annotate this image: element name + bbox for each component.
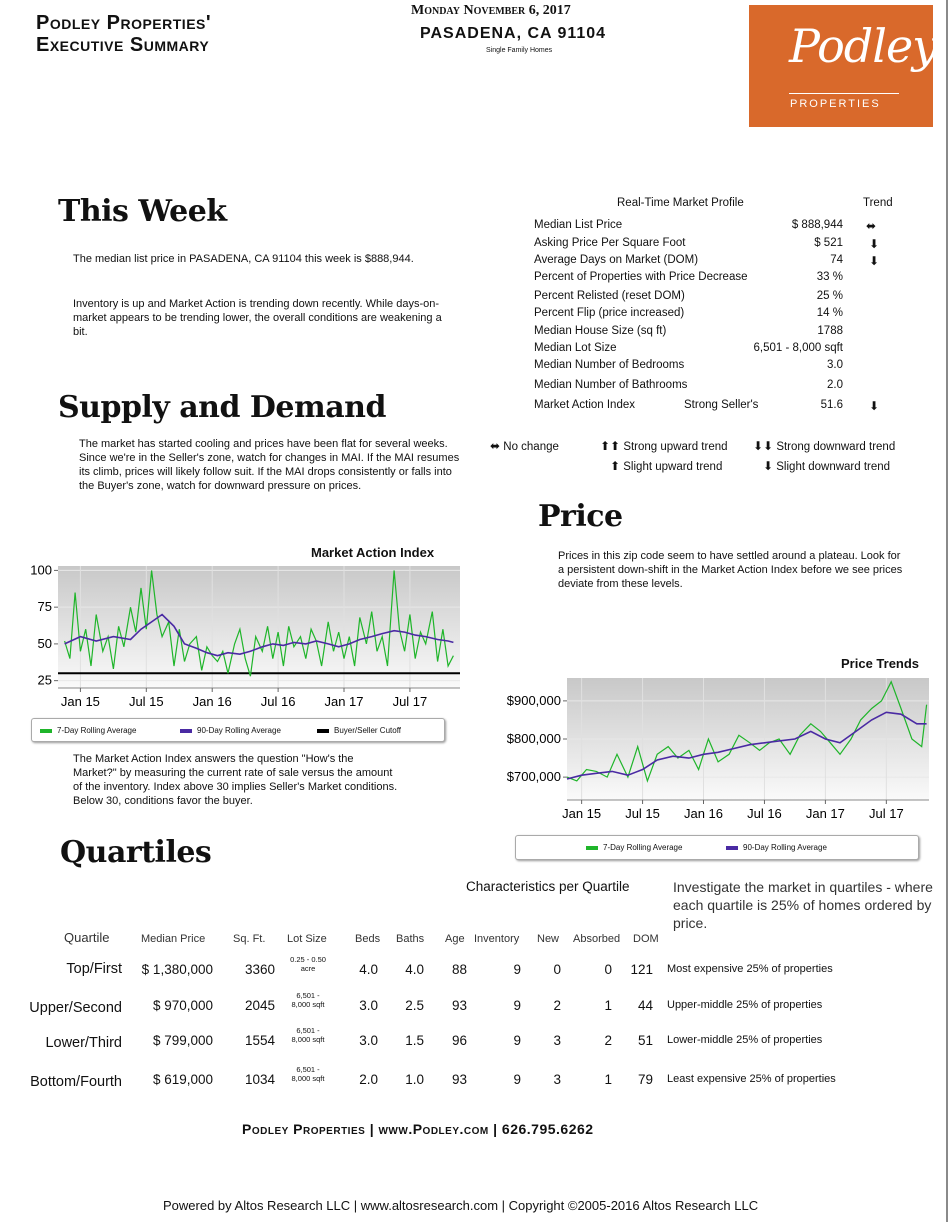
- legend-slight-down: [763, 459, 890, 473]
- trend-arrow-icon: ⬇: [869, 399, 880, 413]
- quartile-description: Lower-middle 25% of properties: [667, 1034, 823, 1046]
- beds-value: 4.0: [359, 962, 378, 977]
- profile-row-value: 6,501 - 8,000 sqft: [753, 342, 843, 354]
- price-heading: Price: [538, 499, 623, 534]
- profile-row-label: Median Lot Size: [534, 342, 617, 354]
- profile-row-value: 74: [830, 254, 843, 266]
- mai-legend: [31, 718, 445, 742]
- x-tick-label: Jul 17: [392, 694, 428, 709]
- median-price: $ 1,380,000: [141, 962, 213, 977]
- profile-row-label: Median Number of Bedrooms: [534, 359, 685, 371]
- slight-up-icon: ⬆: [610, 459, 621, 473]
- price-legend-90day-label: 90-Day Rolling Average: [743, 843, 827, 852]
- this-week-para-1: The median list price in PASADENA, CA 91104 this week is $888,944.: [73, 253, 414, 265]
- quartile-name: Bottom/Fourth: [30, 1074, 122, 1090]
- characteristics-label: Characteristics per Quartile: [466, 879, 630, 894]
- absorbed-value: 1: [604, 998, 612, 1013]
- investigate-text: Investigate the market in quartiles - where each quartile is 25% of homes ordered by price.: [673, 879, 933, 931]
- quartile-column-header: Absorbed: [573, 933, 621, 945]
- title-line-1: Podley Properties': [36, 12, 212, 34]
- legend-no-change: [490, 439, 559, 453]
- x-tick-label: Jan 17: [324, 694, 364, 709]
- y-tick-label: 75: [37, 599, 52, 615]
- profile-row-extra: Strong Seller's: [684, 399, 759, 411]
- mai-chart: [20, 560, 470, 709]
- powered-by-footer: Powered by Altos Research LLC | www.altosresearch.com | Copyright ©2005-2016 Altos Research LLC: [163, 1198, 759, 1213]
- age-value: 88: [451, 962, 467, 977]
- profile-row-label: Median Number of Bathrooms: [534, 379, 688, 391]
- x-tick-label: Jan 16: [192, 694, 232, 709]
- baths-value: 4.0: [405, 962, 424, 977]
- profile-row-label: Average Days on Market (DOM): [534, 254, 699, 266]
- square-feet: 1034: [244, 1072, 275, 1087]
- y-tick-label: 100: [30, 562, 52, 578]
- age-value: 93: [451, 1072, 467, 1087]
- beds-value: 3.0: [359, 1033, 378, 1048]
- lot-size-range: 6,501 -: [296, 991, 320, 1000]
- profile-row-label: Asking Price Per Square Foot: [534, 237, 686, 249]
- x-tick-label: Jul 16: [260, 694, 296, 709]
- profile-row-label: Market Action Index: [534, 399, 635, 411]
- quartile-column-header: New: [537, 933, 560, 945]
- profile-row-label: Percent of Properties with Price Decrease: [534, 271, 748, 283]
- x-tick-label: Jan 16: [683, 806, 724, 821]
- square-feet: 3360: [244, 962, 275, 977]
- legend-strong-down-label: Strong downward trend: [776, 441, 896, 453]
- this-week-heading: This Week: [58, 194, 227, 229]
- new-value: 3: [553, 1033, 561, 1048]
- absorbed-value: 2: [604, 1033, 612, 1048]
- x-tick-label: Jan 17: [805, 806, 845, 821]
- price-legend-7day-label: 7-Day Rolling Average: [603, 843, 683, 852]
- trend-arrow-icon: ⬌: [866, 219, 877, 233]
- dom-value: 51: [637, 1033, 653, 1048]
- square-feet: 1554: [244, 1033, 275, 1048]
- lot-size-unit: 8,000 sqft: [291, 1000, 325, 1009]
- price-legend-90day: [726, 843, 827, 852]
- profile-row-label: Median List Price: [534, 219, 623, 231]
- age-value: 96: [451, 1033, 467, 1048]
- quartile-name: Top/First: [66, 961, 122, 977]
- profile-row-value: 2.0: [827, 379, 843, 391]
- y-tick-label: $800,000: [506, 731, 561, 746]
- green-swatch: [586, 846, 598, 850]
- x-tick-label: Jan 15: [60, 694, 100, 709]
- y-tick-label: 50: [37, 635, 52, 651]
- profile-row-value: 33 %: [816, 271, 843, 283]
- legend-strong-up: [600, 439, 728, 453]
- no-change-icon: ⬌: [490, 439, 501, 453]
- title-line-2: Executive Summary: [36, 34, 210, 56]
- price-para: Prices in this zip code seem to have settled around a plateau. Look for a persistent down-shift in the Market Action Index before we see prices deviate from these levels.: [558, 550, 903, 590]
- x-tick-label: Jul 15: [625, 806, 660, 821]
- logo-rule: [789, 93, 899, 94]
- profile-row-value: 25 %: [816, 290, 843, 302]
- inventory-value: 9: [513, 1072, 521, 1087]
- inventory-value: 9: [513, 1033, 521, 1048]
- beds-value: 3.0: [359, 998, 378, 1013]
- quartiles-heading: Quartiles: [60, 835, 212, 870]
- mai-legend-cutoff-label: Buyer/Seller Cutoff: [334, 726, 401, 735]
- black-swatch: [317, 729, 329, 733]
- strong-down-icon: ⬇⬇: [753, 439, 774, 453]
- dom-value: 121: [630, 962, 653, 977]
- inventory-value: 9: [513, 962, 521, 977]
- beds-value: 2.0: [359, 1072, 378, 1087]
- mai-legend-90day-label: 90-Day Rolling Average: [197, 726, 281, 735]
- median-price: $ 619,000: [152, 1072, 213, 1087]
- lot-size-unit: acre: [300, 964, 316, 973]
- new-value: 3: [553, 1072, 561, 1087]
- profile-row-value: $ 521: [814, 237, 843, 249]
- contact-footer: Podley Properties | www.Podley.com | 626.795.6262: [242, 1121, 594, 1137]
- inventory-value: 9: [513, 998, 521, 1013]
- purple-swatch: [180, 729, 192, 733]
- x-tick-label: Jul 17: [868, 806, 904, 821]
- x-tick-label: Jul 15: [128, 694, 164, 709]
- legend-slight-up: [610, 459, 722, 473]
- quartile-description: Most expensive 25% of properties: [667, 963, 833, 975]
- green-swatch: [40, 729, 52, 733]
- quartile-description: Least expensive 25% of properties: [667, 1073, 836, 1085]
- quartile-column-header: Median Price: [141, 933, 206, 945]
- legend-strong-down: [753, 439, 895, 453]
- lot-size-range: 0.25 - 0.50: [290, 955, 326, 964]
- median-price: $ 799,000: [152, 1033, 213, 1048]
- trend-arrow-icon: ⬇: [869, 254, 880, 268]
- mai-chart-title: Market Action Index: [311, 545, 435, 560]
- quartile-column-header: DOM: [633, 933, 659, 945]
- purple-swatch: [726, 846, 738, 850]
- lot-size-range: 6,501 -: [296, 1065, 320, 1074]
- price-chart: [495, 672, 935, 822]
- x-tick-label: Jul 16: [747, 806, 782, 821]
- profile-row-label: Median House Size (sq ft): [534, 325, 667, 337]
- supply-demand-heading: Supply and Demand: [58, 390, 386, 425]
- legend-slight-up-label: Slight upward trend: [623, 461, 723, 473]
- price-chart-title: Price Trends: [841, 656, 920, 671]
- profile-trend-label: Trend: [863, 197, 893, 209]
- dom-value: 79: [637, 1072, 653, 1087]
- age-value: 93: [451, 998, 467, 1013]
- logo-text: Podley: [789, 19, 938, 73]
- quartile-column-header: Age: [445, 933, 465, 945]
- y-tick-label: $700,000: [506, 769, 561, 785]
- profile-row-value: 1788: [817, 325, 843, 337]
- report-location: PASADENA, CA 91104: [420, 25, 607, 42]
- y-tick-label: 25: [37, 672, 52, 688]
- quartile-column-header: Sq. Ft.: [233, 933, 266, 945]
- price-legend-7day: [586, 843, 682, 852]
- property-type: Single Family Homes: [486, 47, 553, 54]
- median-price: $ 970,000: [152, 998, 213, 1013]
- this-week-para-2: Inventory is up and Market Action is trending down recently. While days-on-market appears to be trending lower, the overall conditions are weakening a bit.: [73, 298, 442, 338]
- mai-legend-7day: [40, 726, 136, 735]
- profile-row-value: 14 %: [816, 307, 843, 319]
- trend-arrow-icon: ⬇: [869, 237, 880, 251]
- quartile-column-header: Baths: [396, 933, 425, 945]
- legend-strong-up-label: Strong upward trend: [623, 441, 728, 453]
- profile-row-value: 3.0: [827, 359, 843, 371]
- slight-down-icon: ⬇: [763, 459, 774, 473]
- profile-row-value: $ 888,944: [791, 219, 843, 231]
- price-legend: [515, 835, 919, 860]
- report-date: Monday November 6, 2017: [411, 3, 571, 18]
- x-tick-label: Jan 15: [562, 806, 602, 821]
- company-logo: [749, 5, 938, 127]
- dom-value: 44: [637, 998, 653, 1013]
- square-feet: 2045: [244, 998, 275, 1013]
- profile-title: Real-Time Market Profile: [617, 197, 744, 209]
- quartile-column-header: Inventory: [474, 933, 520, 945]
- quartile-name: Lower/Third: [45, 1035, 122, 1051]
- supply-demand-para: The market has started cooling and prices have been flat for several weeks. Since we're in the Seller's zone, watch for changes in MAI. If the MAI resumes its climb, prices will likely follow suit. If the MAI drops consistently or falls into the Buyer's zone, watch for downward pressure on prices.: [79, 438, 460, 492]
- mai-explainer: The Market Action Index answers the question "How's the Market?" by measuring the current rate of sale versus the amount of the inventory. Index above 30 implies Seller's Market conditions. Below 30, conditions favor the buyer.: [73, 753, 398, 807]
- baths-value: 2.5: [405, 998, 424, 1013]
- quartile-description: Upper-middle 25% of properties: [667, 999, 823, 1011]
- absorbed-value: 0: [604, 962, 612, 977]
- profile-row-label: Percent Flip (price increased): [534, 307, 685, 319]
- lot-size-unit: 8,000 sqft: [291, 1074, 325, 1083]
- logo-subtext: PROPERTIES: [790, 98, 881, 110]
- lot-size-range: 6,501 -: [296, 1026, 320, 1035]
- legend-slight-down-label: Slight downward trend: [776, 461, 891, 473]
- baths-value: 1.0: [405, 1072, 424, 1087]
- y-tick-label: $900,000: [506, 692, 561, 708]
- profile-row-label: Percent Relisted (reset DOM): [534, 290, 685, 302]
- quartile-column-header: Quartile: [64, 930, 110, 945]
- mai-legend-90day: [180, 726, 281, 735]
- profile-row-value: 51.6: [820, 399, 843, 411]
- absorbed-value: 1: [604, 1072, 612, 1087]
- lot-size-unit: 8,000 sqft: [291, 1035, 325, 1044]
- mai-legend-7day-label: 7-Day Rolling Average: [57, 726, 137, 735]
- new-value: 2: [553, 998, 561, 1013]
- new-value: 0: [553, 962, 561, 977]
- mai-legend-cutoff: [317, 726, 401, 735]
- quartile-column-header: Lot Size: [287, 933, 327, 945]
- strong-up-icon: ⬆⬆: [600, 439, 621, 453]
- quartile-column-header: Beds: [355, 933, 381, 945]
- legend-no-change-label: No change: [503, 441, 559, 453]
- report-title: [36, 12, 211, 56]
- quartile-name: Upper/Second: [29, 1000, 122, 1016]
- baths-value: 1.5: [405, 1033, 424, 1048]
